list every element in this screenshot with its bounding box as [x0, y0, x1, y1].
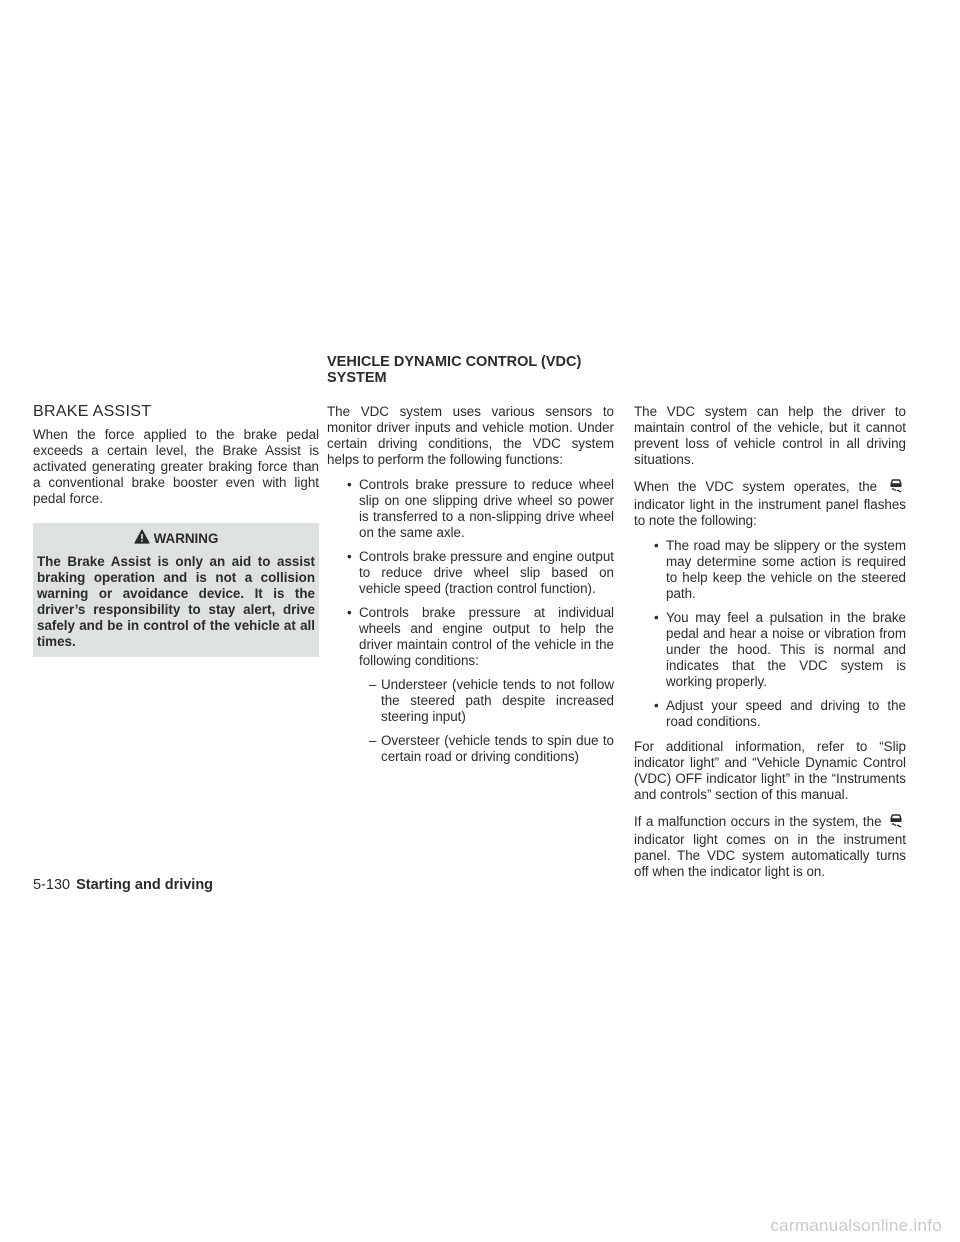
- list-item: • You may feel a pulsation in the brake pedal and hear a noise or vibration from under the hood. This is normal and indicates that the VDC system is working properly.: [634, 610, 906, 690]
- vdc-functions-column: [327, 404, 614, 774]
- brake-assist-body: When the force applied to the brake pedal exceeds a certain level, the Brake Assist is activated generating greater braking force than a conventional brake booster even with light pedal force.: [33, 427, 319, 506]
- vdc-reference-text: For additional information, refer to “Slip indicator light” and “Vehicle Dynamic Control (VDC) OFF indicator light” in the “Instruments and controls” section of this manual.: [634, 739, 906, 802]
- operates-after: indicator light in the instrument panel flashes to note the following:: [634, 497, 906, 528]
- warning-header: [37, 529, 315, 548]
- page-footer: [33, 877, 213, 893]
- watermark: carmanualsonline.info: [770, 1216, 942, 1235]
- list-item: • Controls brake pressure and engine output to reduce drive wheel slip based on vehicle speed (traction control function).: [327, 549, 614, 597]
- section-heading: VEHICLE DYNAMIC CONTROL (VDC) SYSTEM: [327, 354, 582, 386]
- brake-assist-title: BRAKE ASSIST: [33, 403, 152, 420]
- list-item: – Understeer (vehicle tends to not follow the steered path despite increased steering input): [359, 677, 614, 725]
- warning-triangle-icon: [134, 529, 150, 548]
- list-item: – Oversteer (vehicle tends to spin due to certain road or driving conditions): [359, 733, 614, 765]
- vdc-notes-list: [634, 538, 906, 730]
- vdc-limit-text: The VDC system can help the driver to maintain control of the vehicle, but it cannot prevent loss of vehicle control in all driving situations.: [634, 404, 906, 467]
- malfunction-before: If a malfunction occurs in the system, the: [634, 814, 882, 829]
- list-item: [327, 605, 614, 765]
- list-item: • The road may be slippery or the system may determine some action is required to help keep the vehicle on the steered path.: [634, 538, 906, 602]
- warning-box: [33, 523, 319, 657]
- list-item: • Adjust your speed and driving to the road conditions.: [634, 698, 906, 730]
- vdc-intro: The VDC system uses various sensors to monitor driver inputs and vehicle motion. Under certain driving conditions, the VDC system helps to perform the following functions:: [327, 404, 614, 467]
- vdc-functions-list: [327, 477, 614, 765]
- vdc-conditions-list: [359, 677, 614, 765]
- malfunction-after: indicator light comes on in the instrument panel. The VDC system automatically turns off when the indicator light is on.: [634, 832, 906, 879]
- function-text: Controls brake pressure at individual wheels and engine output to help the driver maintain control of the vehicle in the following conditions:: [359, 605, 614, 668]
- list-item: • Controls brake pressure to reduce wheel slip on one slipping drive wheel so power is transferred to a non-slipping drive wheel on the same axle.: [327, 477, 614, 541]
- vdc-operation-column: [634, 404, 906, 889]
- operates-before: When the VDC system operates, the: [634, 479, 878, 494]
- warning-label: WARNING: [153, 530, 219, 546]
- page-number: 5-130: [33, 877, 71, 893]
- vdc-malfunction-text: [634, 812, 906, 880]
- warning-text: The Brake Assist is only an aid to assist braking operation and is not a collision warning or avoidance device. It is the driver’s responsibility to stay alert, drive safely and be in control of the vehicle at all times.: [37, 554, 315, 649]
- footer-section-name: Starting and driving: [76, 877, 214, 893]
- slip-indicator-icon: [888, 812, 904, 832]
- vdc-operates-text: [634, 477, 906, 529]
- brake-assist-column: [33, 404, 319, 657]
- slip-indicator-icon: [888, 477, 904, 497]
